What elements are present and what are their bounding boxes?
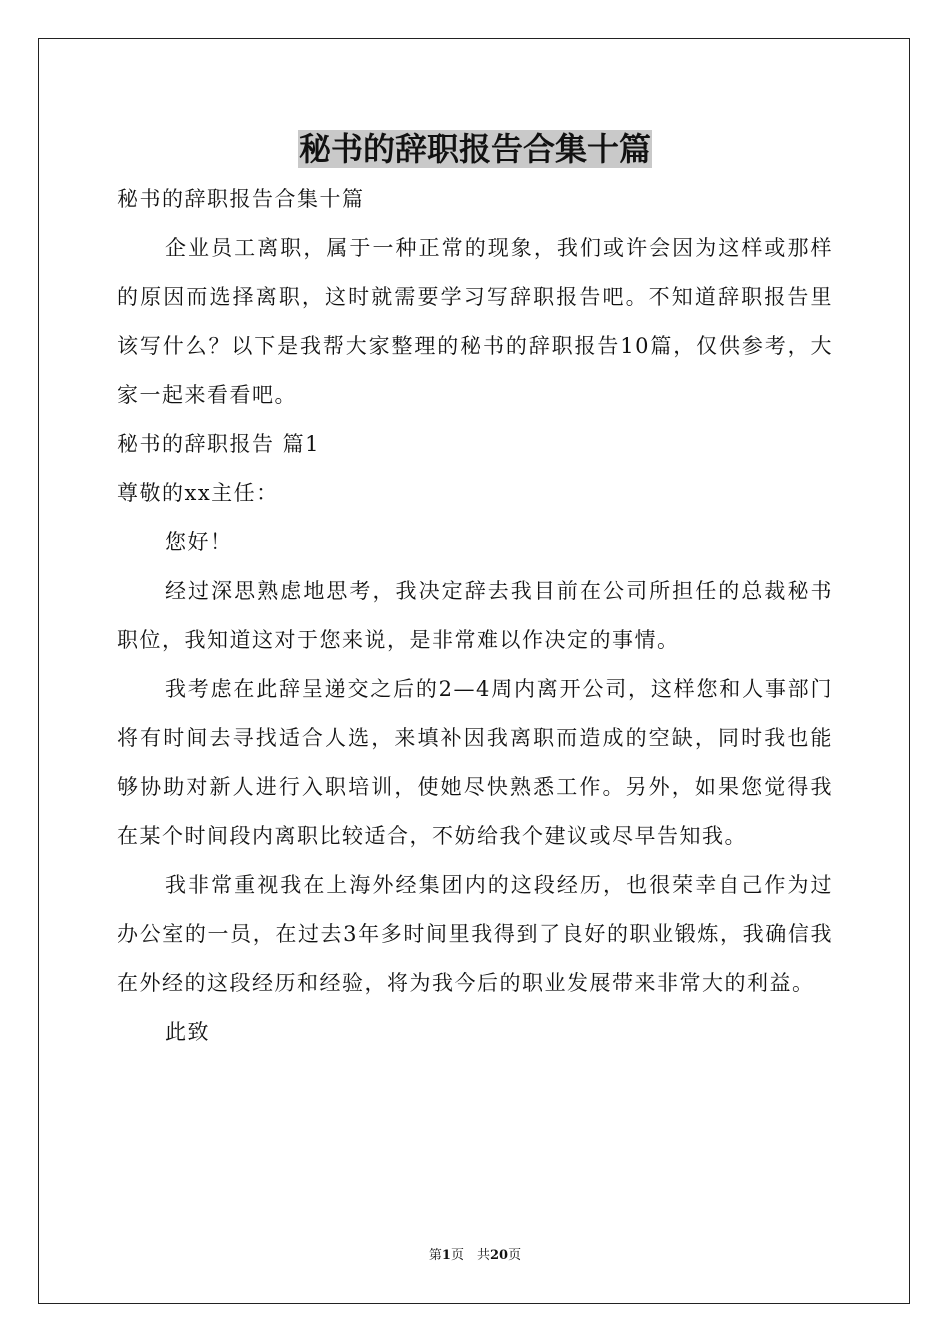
salutation: 尊敬的xx主任： [117, 481, 279, 505]
page-prefix: 第 [428, 1248, 442, 1263]
page-footer [0, 1246, 950, 1266]
body-paragraph-2: 我考虑在此辞呈递交之后的2—4周内离开公司，这样您和人事部门将有时间去寻找适合人选，来填补因我离职而造成的空缺，同时我也能够协助对新人进行入职培训，使她尽快熟悉工作。另外，如果您觉得我在某个时间段内离职比较适合，不妨给我个建议或尽早告知我。 [117, 677, 833, 848]
page-current: 1 [441, 1248, 451, 1263]
closing: 此致 [165, 1020, 210, 1044]
document-title [0, 126, 950, 172]
page-total: 20 [489, 1248, 509, 1263]
subtitle-paragraph: 秘书的辞职报告合集十篇 [117, 187, 365, 211]
document-body [117, 175, 833, 1057]
body-paragraph-1: 经过深思熟虑地思考，我决定辞去我目前在公司所担任的总裁秘书职位，我知道这对于您来说，是非常难以作决定的事情。 [117, 579, 833, 652]
document-title-text: 秘书的辞职报告合集十篇 [298, 130, 651, 168]
intro-paragraph: 企业员工离职，属于一种正常的现象，我们或许会因为这样或那样的原因而选择离职，这时就需要学习写辞职报告吧。不知道辞职报告里该写什么？以下是我帮大家整理的秘书的辞职报告10篇，仅供参考，大家一起来看看吧。 [117, 236, 833, 407]
page-suffix: 页 [508, 1248, 522, 1263]
greeting: 您好！ [165, 530, 233, 554]
page-mid: 页 共 [450, 1248, 490, 1263]
body-paragraph-3: 我非常重视我在上海外经集团内的这段经历，也很荣幸自己作为过办公室的一员，在过去3年多时间里我得到了良好的职业锻炼，我确信我在外经的这段经历和经验，将为我今后的职业发展带来非常大的利益。 [117, 873, 833, 995]
section-heading: 秘书的辞职报告 篇1 [117, 432, 321, 456]
